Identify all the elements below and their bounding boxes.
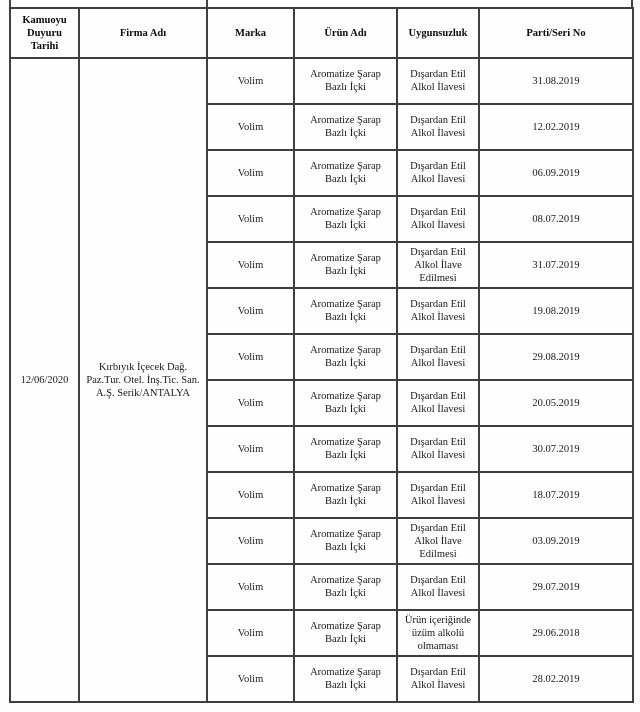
product-cell: Aromatize Şarap Bazlı İçki — [294, 150, 397, 196]
product-cell: Aromatize Şarap Bazlı İçki — [294, 288, 397, 334]
brand-cell: Volim — [207, 426, 294, 472]
product-cell: Aromatize Şarap Bazlı İçki — [294, 518, 397, 564]
brand-cell: Volim — [207, 242, 294, 288]
product-cell: Aromatize Şarap Bazlı İçki — [294, 196, 397, 242]
table-row — [10, 58, 633, 104]
nonconformity-cell: Dışardan Etil Alkol İlavesi — [397, 426, 479, 472]
brand-cell: Volim — [207, 104, 294, 150]
brand-cell: Volim — [207, 334, 294, 380]
nonconformity-cell: Dışardan Etil Alkol İlavesi — [397, 334, 479, 380]
header-announcement-date: Kamuoyu Duyuru Tarihi — [10, 8, 79, 58]
product-cell: Aromatize Şarap Bazlı İçki — [294, 656, 397, 702]
batch-serial-cell: 31.07.2019 — [479, 242, 633, 288]
batch-serial-cell: 31.08.2019 — [479, 58, 633, 104]
nonconformity-cell: Dışardan Etil Alkol İlavesi — [397, 656, 479, 702]
announcement-date-cell: 12/06/2020 — [10, 58, 79, 702]
nonconformity-cell: Dışardan Etil Alkol İlavesi — [397, 196, 479, 242]
brand-cell: Volim — [207, 288, 294, 334]
nonconformity-cell: Dışardan Etil Alkol İlavesi — [397, 288, 479, 334]
batch-serial-cell: 12.02.2019 — [479, 104, 633, 150]
nonconformity-cell: Ürün içeriğinde üzüm alkolü olmaması — [397, 610, 479, 656]
nonconformity-cell: Dışardan Etil Alkol İlavesi — [397, 150, 479, 196]
nonconformity-cell: Dışardan Etil Alkol İlavesi — [397, 58, 479, 104]
brand-cell: Volim — [207, 564, 294, 610]
header-company: Firma Adı — [79, 8, 207, 58]
nonconformity-cell: Dışardan Etil Alkol İlavesi — [397, 472, 479, 518]
product-cell: Aromatize Şarap Bazlı İçki — [294, 242, 397, 288]
product-cell: Aromatize Şarap Bazlı İçki — [294, 426, 397, 472]
product-cell: Aromatize Şarap Bazlı İçki — [294, 104, 397, 150]
brand-cell: Volim — [207, 150, 294, 196]
batch-serial-cell: 29.07.2019 — [479, 564, 633, 610]
product-cell: Aromatize Şarap Bazlı İçki — [294, 610, 397, 656]
batch-serial-cell: 30.07.2019 — [479, 426, 633, 472]
brand-cell: Volim — [207, 610, 294, 656]
brand-cell: Volim — [207, 380, 294, 426]
recall-table — [9, 7, 634, 703]
batch-serial-cell: 20.05.2019 — [479, 380, 633, 426]
product-cell: Aromatize Şarap Bazlı İçki — [294, 380, 397, 426]
batch-serial-cell: 29.06.2018 — [479, 610, 633, 656]
company-cell: Kırbıyık İçecek Dağ. Paz.Tur. Otel. İnş.Tic. San. A.Ş. Serik/ANTALYA — [79, 58, 207, 702]
header-nonconformity: Uygunsuzluk — [397, 8, 479, 58]
batch-serial-cell: 08.07.2019 — [479, 196, 633, 242]
product-cell: Aromatize Şarap Bazlı İçki — [294, 472, 397, 518]
header-brand: Marka — [207, 8, 294, 58]
brand-cell: Volim — [207, 656, 294, 702]
brand-cell: Volim — [207, 518, 294, 564]
batch-serial-cell: 18.07.2019 — [479, 472, 633, 518]
brand-cell: Volim — [207, 472, 294, 518]
batch-serial-cell: 29.08.2019 — [479, 334, 633, 380]
nonconformity-cell: Dışardan Etil Alkol İlavesi — [397, 104, 479, 150]
nonconformity-cell: Dışardan Etil Alkol İlavesi — [397, 380, 479, 426]
brand-cell: Volim — [207, 196, 294, 242]
nonconformity-cell: Dışardan Etil Alkol İlave Edilmesi — [397, 518, 479, 564]
header-batch-serial: Parti/Seri No — [479, 8, 633, 58]
product-cell: Aromatize Şarap Bazlı İçki — [294, 564, 397, 610]
batch-serial-cell: 19.08.2019 — [479, 288, 633, 334]
product-cell: Aromatize Şarap Bazlı İçki — [294, 334, 397, 380]
header-product: Ürün Adı — [294, 8, 397, 58]
nonconformity-cell: Dışardan Etil Alkol İlave Edilmesi — [397, 242, 479, 288]
product-cell: Aromatize Şarap Bazlı İçki — [294, 58, 397, 104]
batch-serial-cell: 28.02.2019 — [479, 656, 633, 702]
nonconformity-cell: Dışardan Etil Alkol İlavesi — [397, 564, 479, 610]
batch-serial-cell: 06.09.2019 — [479, 150, 633, 196]
batch-serial-cell: 03.09.2019 — [479, 518, 633, 564]
header-row — [10, 8, 633, 58]
brand-cell: Volim — [207, 58, 294, 104]
